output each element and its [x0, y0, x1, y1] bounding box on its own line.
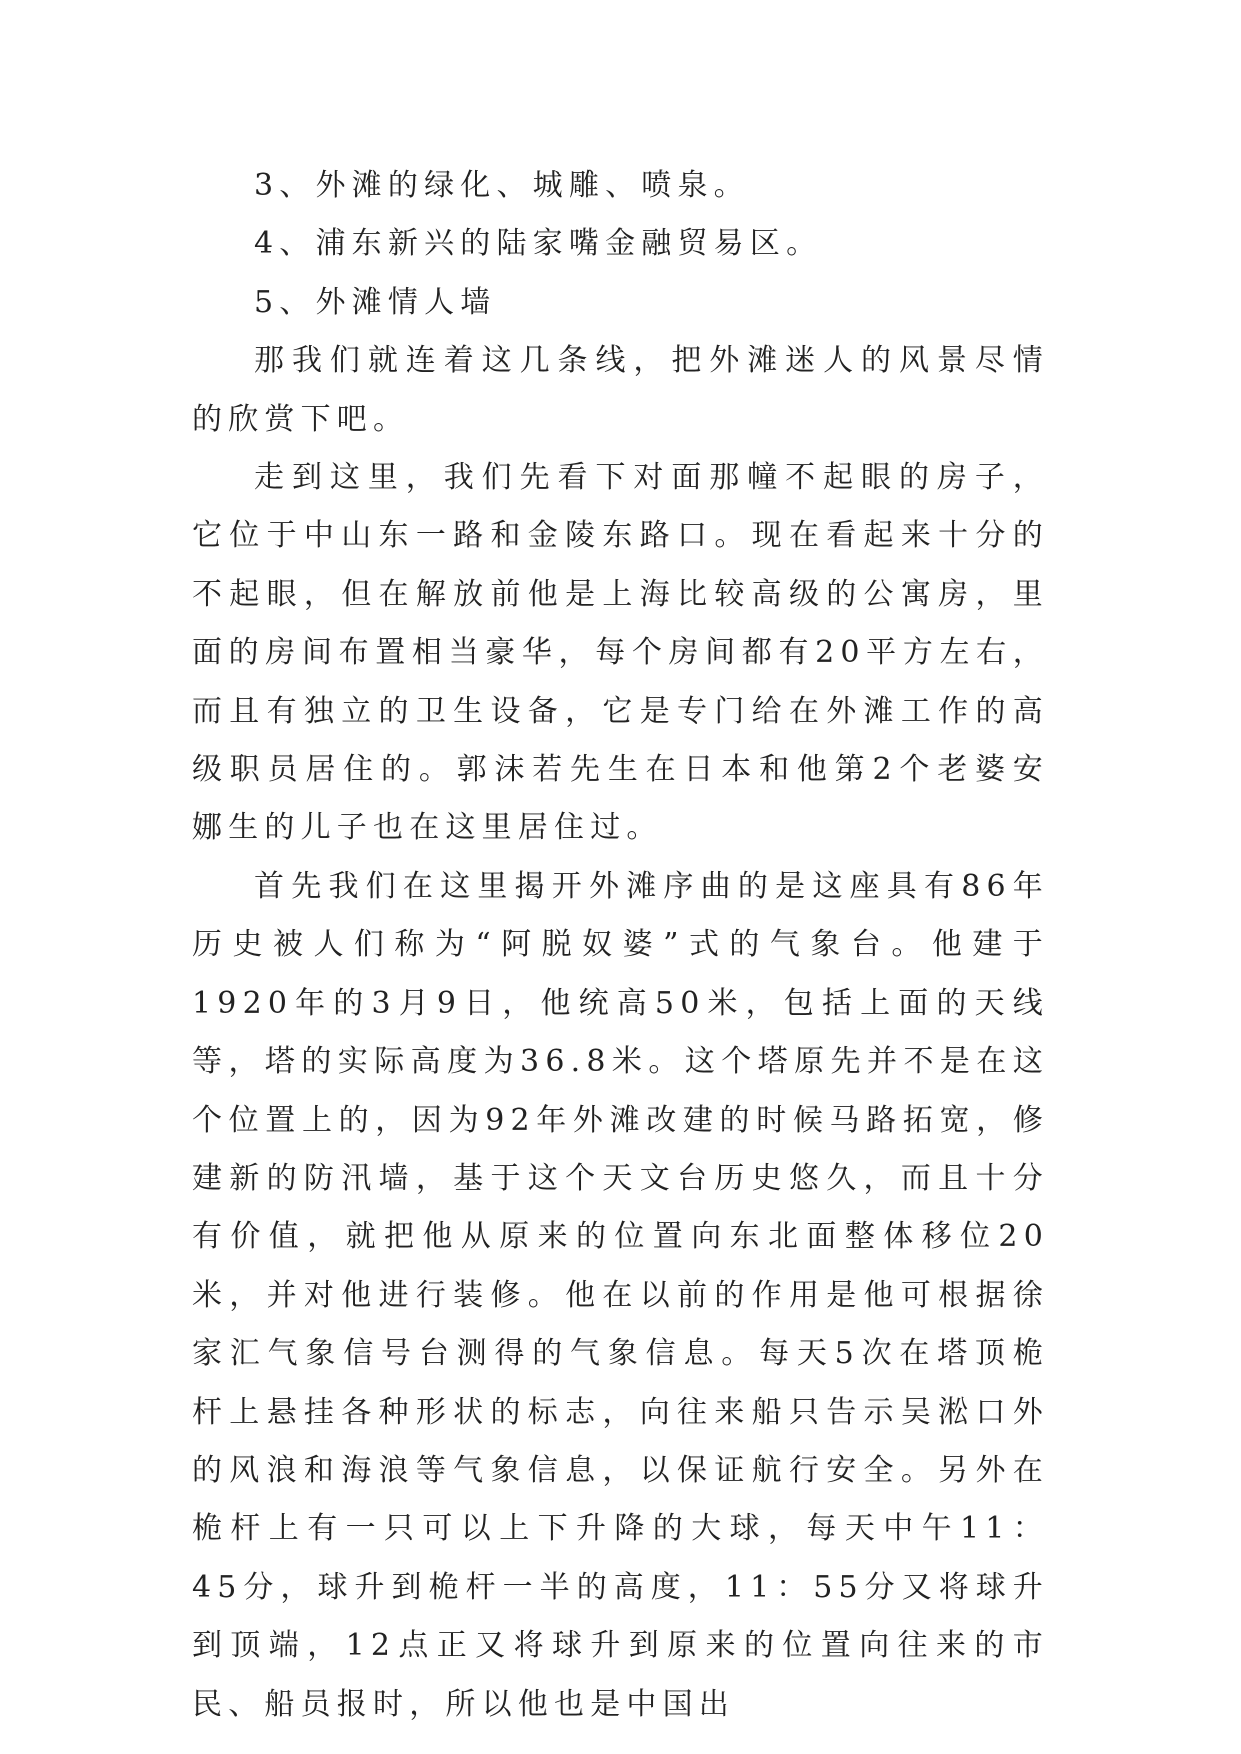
paragraph-apartment: 走到这里，我们先看下对面那幢不起眼的房子，它位于中山东一路和金陵东路口。现在看起来十分的不起眼，但在解放前他是上海比较高级的公寓房，里面的房间布置相当豪华，每个房间都有20平方左右，而且有独立的卫生设备，它是专门给在外滩工作的高级职员居住的。郭沫若先生在日本和他第2个老婆安娜生的儿子也在这里居住过。: [192, 460, 1049, 846]
list-item-lujiazui: 4、浦东新兴的陆家嘴金融贸易区。: [254, 226, 823, 262]
paragraph-intro: 那我们就连着这几条线，把外滩迷人的风景尽情的欣赏下吧。: [192, 343, 1049, 437]
list-item-lovers-wall: 5、外滩情人墙: [254, 284, 497, 320]
list-item-greenery: 3、外滩的绿化、城雕、喷泉。: [254, 168, 750, 203]
paragraph-weather-tower: 首先我们在这里揭开外滩序曲的是这座具有86年历史被人们称为“阿脱奴婆”式的气象台。他建于1920年的3月9日，他统高50米，包括上面的天线等，塔的实际高度为36.8米。这个塔原先并不是在这个位置上的，因为92年外滩改建的时候马路拓宽，修建新的防汛墙，基于这个天文台历史悠久，而且十分有价值，就把他从原来的位置向东北面整体移位20米，并对他进行装修。他在以前的作用是他可根据徐家汇气象信号台测得的气象信息。每天5次在塔顶桅杆上悬挂各种形状的标志，向往来船只告示吴淞口外的风浪和海浪等气象信息，以保证航行安全。另外在桅杆上有一只可以上下升降的大球，每天中午11：45分，球升到桅杆一半的高度，11：55分又将球升到顶端，12点正又将球升到原来的位置向往来的市民、船员报时，所以他也是中国出: [192, 868, 1049, 1722]
document-body: [192, 157, 1049, 1734]
